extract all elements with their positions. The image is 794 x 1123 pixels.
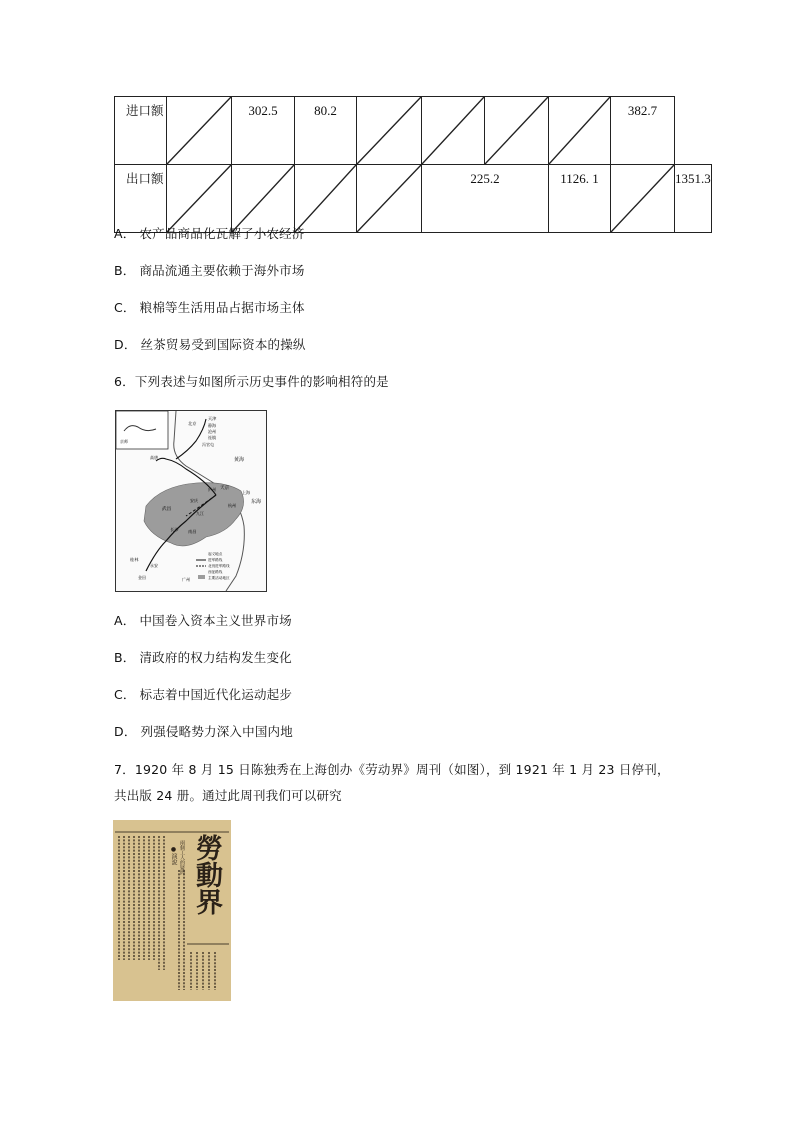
option-letter: B． — [114, 650, 136, 665]
map-label: 庐州 — [208, 487, 216, 492]
map-label: 安庆 — [190, 498, 198, 503]
table-cell: 302.5 — [232, 97, 295, 165]
option-text: 丝茶贸易受到国际资本的操纵 — [140, 337, 306, 352]
table-row-export — [115, 165, 712, 233]
q6-option-a[interactable] — [114, 611, 292, 629]
empty-cell — [485, 97, 549, 165]
table-cell: 225.2 — [422, 165, 549, 233]
map-drawing — [116, 411, 266, 591]
map-label: 静海 — [208, 423, 216, 428]
q7-stem-line1: 7．1920 年 8 月 15 日陈独秀在上海创办《劳动界》周刊（如图），到 1921 年 1 月 23 日停刊， — [114, 762, 670, 777]
map-label: 连镇 — [208, 435, 216, 440]
option-letter: D． — [114, 337, 137, 352]
table-cell: 1351.3 — [675, 165, 712, 233]
q6-option-d[interactable] — [114, 722, 293, 740]
table-cell: 1126. 1 — [549, 165, 611, 233]
empty-cell — [167, 97, 232, 165]
map-label: 九江 — [196, 511, 204, 516]
map-legend-item: 进军路线 — [208, 558, 223, 562]
map-legend-item: 起义地点 — [208, 552, 223, 556]
map-label: 上海 — [242, 490, 250, 495]
map-label: 天津 — [208, 416, 217, 421]
empty-cell — [357, 165, 422, 233]
option-text: 商品流通主要依赖于海外市场 — [139, 263, 305, 278]
q5-option-b[interactable] — [114, 261, 305, 279]
empty-cell — [611, 165, 675, 233]
row-label-import: 进口额 — [115, 97, 167, 165]
map-label: 南昌 — [188, 529, 197, 534]
option-text: 列强侵略势力深入中国内地 — [140, 724, 293, 739]
map-label: 杭州 — [228, 503, 236, 508]
option-text: 标志着中国近代化运动起步 — [139, 687, 293, 702]
option-letter: A． — [114, 226, 136, 241]
cover-title: 勞動界 — [191, 834, 222, 915]
option-letter: D． — [114, 724, 137, 739]
option-letter: C． — [114, 300, 136, 315]
option-letter: C． — [114, 687, 136, 702]
map-label: 东海 — [251, 499, 262, 505]
q5-option-c[interactable] — [114, 298, 305, 316]
empty-cell — [295, 165, 357, 233]
table-cell: 80.2 — [295, 97, 357, 165]
map-label: 桂林 — [130, 557, 139, 562]
map-label: 沧州 — [208, 429, 216, 434]
row-label-export: 出口额 — [115, 165, 167, 233]
empty-cell — [232, 165, 295, 233]
empty-cell — [167, 165, 232, 233]
q6-option-b[interactable] — [114, 648, 292, 666]
q6-stem: 6．下列表述与如图所示历史事件的影响相符的是 — [114, 374, 389, 389]
cover-heading-1: ●演說 — [170, 846, 177, 865]
option-letter: B． — [114, 263, 136, 278]
laodongjie-cover — [113, 820, 231, 1001]
taiping-map — [115, 410, 267, 592]
option-text: 中国卷入资本主义世界市场 — [139, 613, 292, 628]
map-legend-item: 西征路线 — [208, 570, 223, 574]
q7-stem-line2: 共出版 24 册。通过此周刊我们可以研究 — [114, 788, 342, 803]
map-label: 永安 — [150, 563, 158, 568]
map-label: 京师 — [120, 439, 128, 444]
empty-cell — [549, 97, 611, 165]
map-label: 高唐 — [150, 455, 158, 460]
cover-heading-2: 兩個工人的疑問 — [179, 840, 185, 875]
empty-cell — [357, 97, 422, 165]
map-label: 广州 — [182, 577, 190, 582]
map-label: 天京 — [220, 486, 230, 491]
map-legend-item: 北伐进军路线 — [208, 564, 230, 568]
table-cell: 382.7 — [611, 97, 675, 165]
map-label: 黄海 — [234, 457, 245, 463]
q5-option-a[interactable] — [114, 224, 305, 242]
table-row-import — [115, 97, 712, 165]
map-legend-item: 主要活动地区 — [208, 576, 230, 580]
map-label: 金田 — [138, 575, 146, 580]
option-text: 农产品商品化瓦解了小农经济 — [139, 226, 305, 241]
map-label: 北京 — [188, 421, 197, 426]
map-label: 冯官屯 — [202, 442, 214, 447]
option-text: 清政府的权力结构发生变化 — [139, 650, 292, 665]
option-letter: A． — [114, 613, 136, 628]
q5-option-d[interactable] — [114, 335, 306, 353]
trade-table — [114, 96, 712, 233]
map-label: 长沙 — [170, 527, 179, 532]
option-text: 粮棉等生活用品占据市场主体 — [139, 300, 305, 315]
q6-option-c[interactable] — [114, 685, 292, 703]
empty-cell — [422, 97, 485, 165]
map-label: 武昌 — [162, 507, 172, 512]
